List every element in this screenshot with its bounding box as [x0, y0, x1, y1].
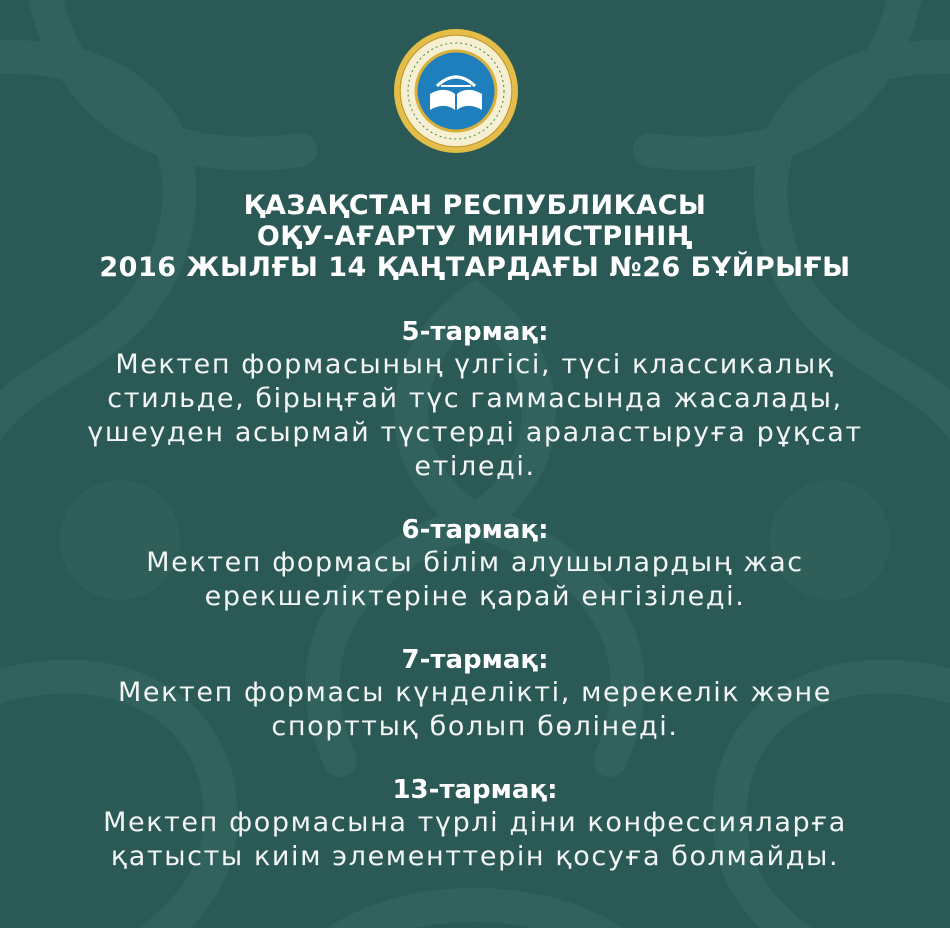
clause-13 [0, 774, 950, 874]
clause-text [0, 546, 950, 614]
clause-line: Мектеп формасының үлгісі, түсі классикалық [115, 349, 835, 380]
clause-text [0, 676, 950, 744]
title-line: ҚАЗАҚСТАН РЕСПУБЛИКАСЫ [243, 190, 707, 221]
clause-text [0, 806, 950, 874]
clause-heading: 5-тармақ: [401, 317, 549, 347]
page-title [0, 190, 950, 283]
clause-7 [0, 644, 950, 744]
clause-heading: 7-тармақ: [401, 645, 549, 675]
clause-line: үшеуден асырмай түстерді араластыруға рұқсат [87, 417, 863, 448]
clause-line: Мектеп формасы білім алушылардың жас [146, 547, 804, 578]
clause-line: қатысты киім элементтерін қосуға болмайды. [110, 841, 840, 872]
clause-heading: 6-тармақ: [401, 515, 549, 545]
clause-5 [0, 316, 950, 484]
clause-line: етіледі. [414, 451, 536, 482]
clause-line: стильде, бірыңғай түс гаммасында жасалады, [107, 383, 843, 414]
clause-line: ерекшеліктеріне қарай енгізіледі. [204, 581, 746, 612]
clause-line: Мектеп формасына түрлі діни конфессияларға [103, 807, 847, 838]
clause-line: спорттық болып бөлінеді. [271, 711, 679, 742]
clause-heading: 13-тармақ: [392, 775, 558, 805]
clause-text [0, 348, 950, 484]
ministry-of-education-seal-icon [393, 28, 519, 154]
clause-6 [0, 514, 950, 614]
title-line: 2016 ЖЫЛҒЫ 14 ҚАҢТАРДАҒЫ №26 БҰЙРЫҒЫ [99, 252, 851, 283]
title-line: ОҚУ-АҒАРТУ МИНИСТРІНІҢ [256, 221, 694, 252]
clause-line: Мектеп формасы күнделікті, мерекелік және [118, 677, 832, 708]
